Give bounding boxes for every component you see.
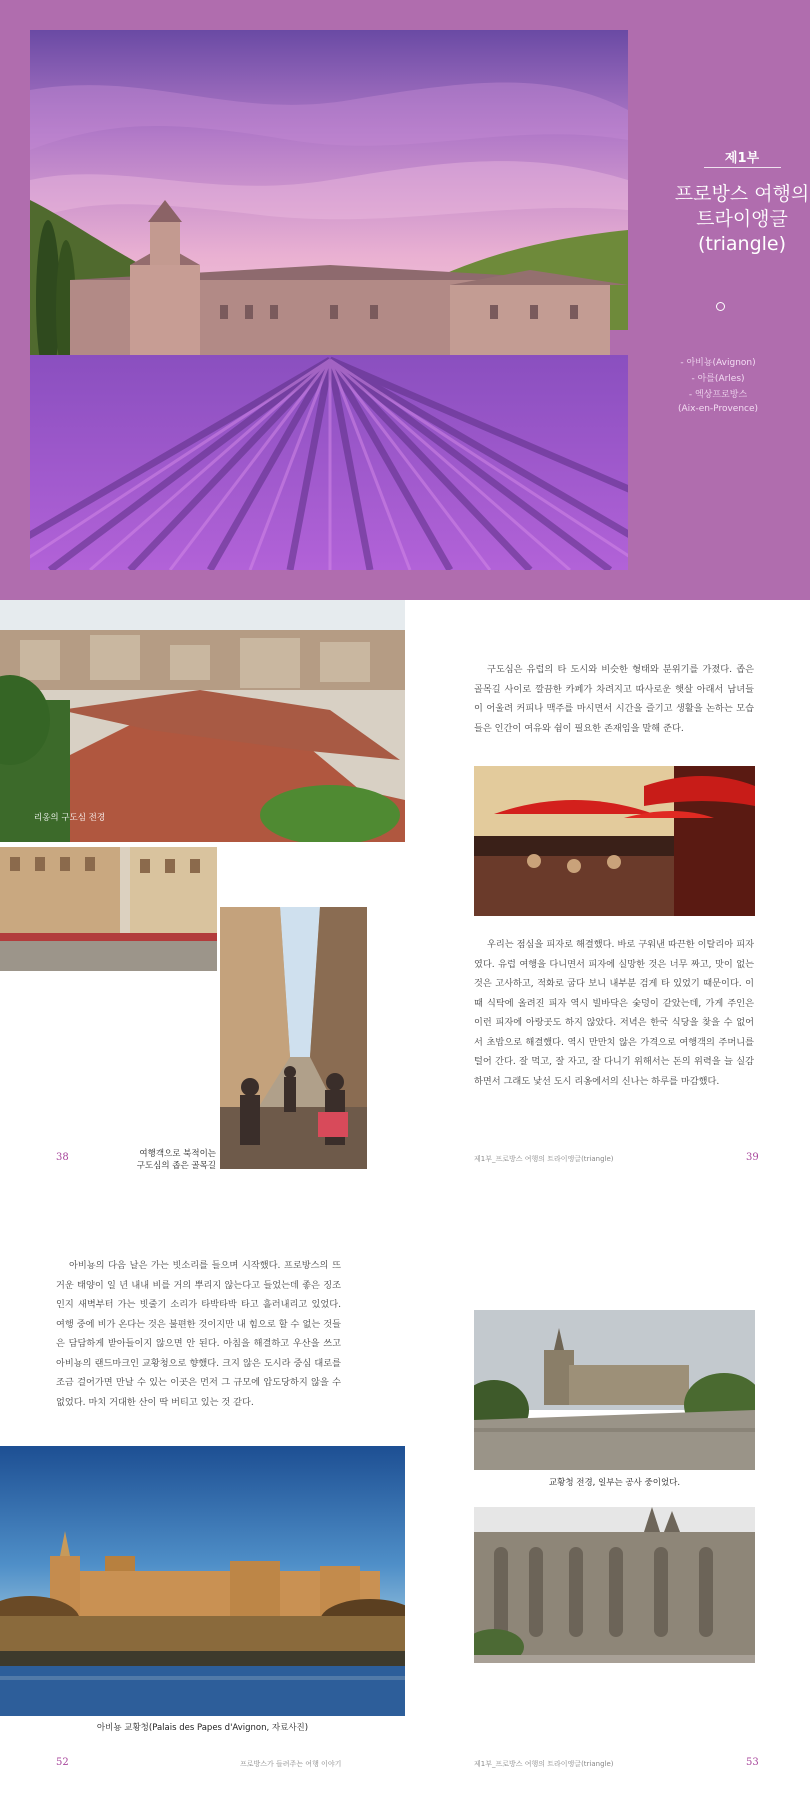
running-head: 프로방스가 들려주는 여행 이야기	[240, 1760, 342, 1768]
caption-line: 구도심의 좁은 골목길	[136, 1161, 216, 1171]
caption-narrow-alley	[110, 1148, 216, 1172]
page-number: 53	[746, 1757, 759, 1768]
body-paragraph: 구도심은 유럽의 타 도시와 비슷한 형태와 분위기를 가졌다. 좁은 골목길 사이로 깔끔한 카페가 차려지고 따사로운 햇살 아래서 남녀들이 어울려 커피나 맥주를 마시면서 시간을 즐기고 생활을 논하는 모습들은 인간이 여유와 쉼이 필요한 존재임을 말해 준다.	[474, 664, 754, 734]
caption-palais-square: 교황청 전경, 일부는 공사 중이었다.	[548, 1478, 681, 1488]
body-paragraph: 아비뇽의 다음 날은 가는 빗소리를 들으며 시작했다. 프로방스의 뜨거운 태양이 일 년 내내 비를 거의 뿌리지 않는다고 들었는데 좋은 징조인지 새벽부터 가는 빗줄기 소리가 타박타박 타고 흘러내리고 있었다. 여행 중에 비가 온다는 것은 불편한 것이지만 내 힘으로 할 수 없는 것들은 담담하게 받아들이지 않으면 안 된다. 아침을 해결하고 우산을 쓰고 아비뇽의 랜드마크인 교황청으로 향했다. 크지 않은 도시라 중심 대로를 조금 걸어가면 만날 수 있는 이곳은 먼저 그 규모에 압도당하지 않을 수 없었다. 마치 거대한 산이 딱 버티고 있는 것 같다.	[56, 1260, 341, 1408]
running-head: 제1부_프로방스 여행의 트라이앵글(triangle)	[474, 1760, 614, 1768]
photo-senanque-abbey-lavender	[30, 30, 628, 570]
photo-palais-square	[474, 1310, 755, 1470]
photo-lyon-old-town-rooftops	[0, 600, 405, 842]
body-paragraph: 우리는 점심을 피자로 해결했다. 바로 구워낸 따끈한 이탈리아 피자였다. 유럽 여행을 다니면서 피자에 실망한 것은 너무 짜고, 맛이 없는 것은 고사하고, 적화로 굽다 보니 내부분 검게 타 있었기 때문이다. 이때 식탁에 올려진 피자 역시 빌바닥은 숯덩이 같았는데, 가게 주인은 이런 피자에 아랑곳도 하지 않았다. 저녁은 한국 식당을 찾을 수 없어서 초밥으로 해결했다. 역시 만만치 않은 가격으로 여행객의 주머니를 털어 간다. 잘 먹고, 잘 자고, 잘 다니기 위해서는 돈의 위력을 늘 실감하면서 그래도 낯선 도시 리옹에서의 신나는 하루를 마감했다.	[474, 939, 754, 1087]
photo-old-town-narrow-alley	[220, 907, 367, 1169]
destination-item: - 엑상프로방스	[688, 390, 748, 400]
circle-ornament-icon	[716, 302, 725, 311]
page-number: 39	[746, 1152, 759, 1163]
page-number: 38	[56, 1152, 69, 1163]
chapter-title	[652, 182, 810, 257]
caption-line: 여행객으로 북적이는	[139, 1149, 216, 1159]
photo-palais-des-papes-sunset	[0, 1446, 405, 1716]
chapter-title-line: 프로방스 여행의	[674, 183, 810, 205]
chapter-title-line: 트라이앵글	[696, 208, 788, 230]
destination-item: (Aix-en-Provence)	[677, 404, 759, 414]
photo-red-parasol-cafe	[474, 766, 755, 916]
running-head: 제1부_프로방스 여행의 트라이앵글(triangle)	[474, 1155, 614, 1163]
divider	[704, 167, 781, 168]
page-number: 52	[56, 1757, 69, 1768]
destination-item: - 아비뇽(Avignon)	[680, 358, 756, 368]
photo-lyon-cafe-square	[0, 847, 217, 971]
photo-palais-facade	[474, 1507, 755, 1663]
destination-item: - 아를(Arles)	[691, 374, 745, 384]
part-label: 제1부	[724, 151, 760, 166]
caption-lyon-old-town: 리옹의 구도심 전경	[34, 813, 106, 823]
destination-list	[660, 356, 776, 418]
chapter-title-line: (triangle)	[697, 233, 787, 255]
caption-palais-night: 아비뇽 교황청(Palais des Papes d'Avignon, 자료사진)	[96, 1723, 309, 1733]
